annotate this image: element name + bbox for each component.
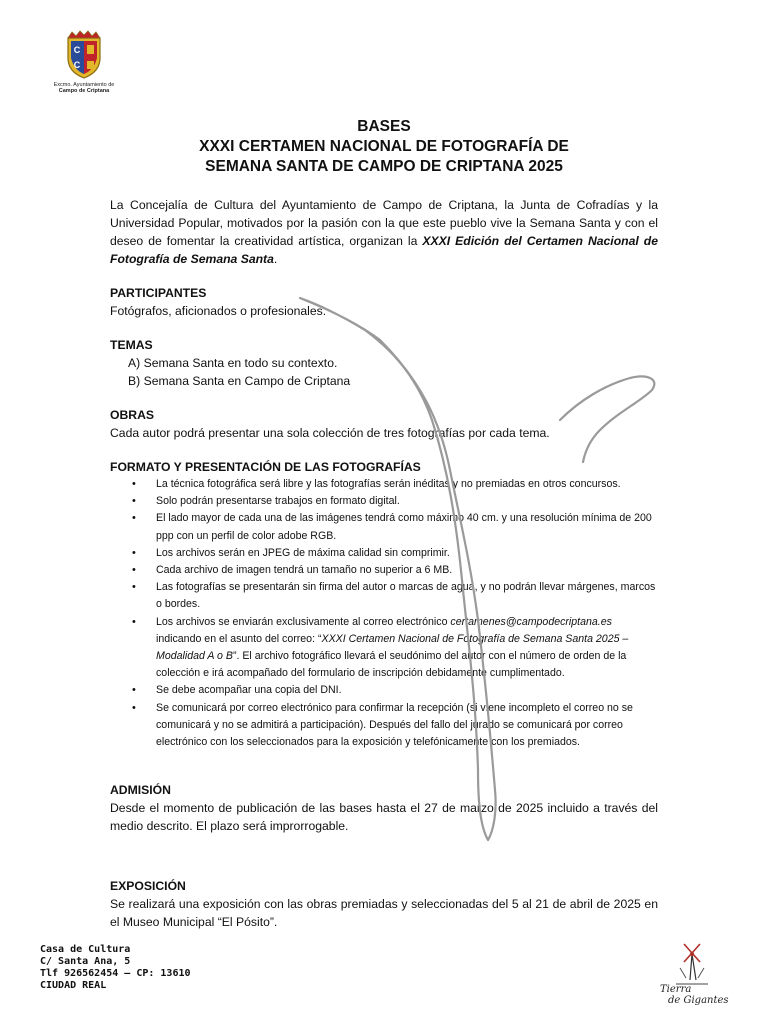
footer-address [40, 944, 191, 992]
admision-text: Desde el momento de publicación de las bases hasta el 27 de marzo de 2025 incluido a través del medio descrito. El plazo será improrrogable. [110, 801, 658, 834]
title-line3: SEMANA SANTA DE CAMPO DE CRIPTANA 2025 [205, 158, 563, 175]
tema-item: B) Semana Santa en Campo de Criptana [128, 374, 351, 388]
footer-line3: Tlf 926562454 – CP: 13610 [40, 968, 191, 979]
footer-line1: Casa de Cultura [40, 944, 131, 955]
email-pre: Los archivos se enviarán exclusivamente al correo electrónico [156, 615, 451, 628]
formato-item: • El lado mayor de cada una de las imágenes tendrá como máximo 40 cm. y una resolución mínima de 200 ppp con un perfil de color adobe RGB. [138, 510, 658, 544]
temas-heading: TEMAS [110, 338, 153, 352]
logo-line2: Campo de Criptana [58, 88, 110, 95]
formato-item: • Se comunicará por correo electrónico para confirmar la recepción (si viene incompleto el correo no se comunicará y no se admitirá a participación). Después del fallo del jurado se comunicará por correo electrónico con los seleccionados para la exposición y telefónicamente con los premiados. [138, 700, 658, 752]
formato-item: • Las fotografías se presentarán sin firma del autor o marcas de agua, y no podrán llevar márgenes, marcos o bordes. [138, 579, 658, 613]
formato-item: • Los archivos serán en JPEG de máxima calidad sin comprimir. [138, 545, 658, 562]
document-body [110, 196, 658, 931]
windmill-giant-icon [640, 934, 740, 990]
tierra-de-gigantes-logo [640, 934, 740, 1014]
svg-text:C: C [73, 45, 81, 55]
footer-line2: C/ Santa Ana, 5 [40, 956, 131, 967]
email-subject: XXXI Certamen Nacional de Fotografía de Semana Santa 2025 – Modalidad A o B [156, 632, 629, 663]
email-mid: indicando en el asunto del correo: “ [156, 632, 322, 645]
formato-item-email [138, 614, 658, 683]
document-title [0, 117, 768, 177]
temas-list [110, 354, 658, 390]
logo-line1: Excmo. Ayuntamiento de [53, 82, 115, 88]
formato-item: • Se debe acompañar una copia del DNI. [138, 682, 658, 699]
participantes-text: Fotógrafos, aficionados o profesionales. [110, 304, 327, 318]
participantes-heading: PARTICIPANTES [110, 286, 207, 300]
formato-heading: FORMATO Y PRESENTACIÓN DE LAS FOTOGRAFÍAS [110, 460, 421, 474]
coat-of-arms-icon [58, 28, 110, 80]
exposicion-heading: EXPOSICIÓN [110, 879, 186, 894]
email-link[interactable]: certamenes@campodecriptana.es [450, 615, 612, 628]
title-line1: BASES [357, 118, 411, 135]
obras-text: Cada autor podrá presentar una sola colección de tres fotografías por cada tema. [110, 426, 550, 440]
intro-end: . [273, 252, 278, 266]
formato-item: • Cada archivo de imagen tendrá un tamaño no superior a 6 MB. [138, 562, 658, 579]
title-line2: XXXI CERTAMEN NACIONAL DE FOTOGRAFÍA DE [199, 138, 569, 155]
email-post: ”. El archivo fotográfico llevará el seudónimo del autor con el número de orden de la colección e irá acompañado del formulario de inscripción debidamente cumplimentado. [156, 650, 627, 680]
intro-text: La Concejalía de Cultura del Ayuntamiento de Campo de Criptana, la Junta de Cofradías y la Universidad Popular, motivados por la pasión con la que este pueblo vive la Semana Santa y con el deseo de fomentar la creatividad artística, organizan la [110, 198, 658, 248]
admision-heading: ADMISIÓN [110, 783, 171, 798]
exposicion-text: Se realizará una exposición con las obras premiadas y seleccionadas del 5 al 21 de abril de 2025 en el Museo Municipal “El Pósito”. [110, 897, 658, 930]
intro-paragraph [110, 196, 658, 268]
brand-line1: Tierra [660, 984, 692, 995]
formato-list [110, 476, 658, 751]
footer-line4: CIUDAD REAL [40, 980, 107, 991]
brand-line2: de Gigantes [668, 995, 729, 1006]
tema-item: A) Semana Santa en todo su contexto. [128, 356, 338, 370]
svg-text:C: C [73, 60, 81, 70]
formato-item: • La técnica fotográfica será libre y las fotografías serán inéditas y no premiadas en otros concursos. [138, 476, 658, 493]
municipal-logo [48, 28, 120, 95]
formato-item: • Solo podrán presentarse trabajos en formato digital. [138, 493, 658, 510]
intro-highlight: XXXI Edición del Certamen Nacional de Fotografía de Semana Santa [110, 234, 658, 266]
obras-heading: OBRAS [110, 408, 155, 422]
